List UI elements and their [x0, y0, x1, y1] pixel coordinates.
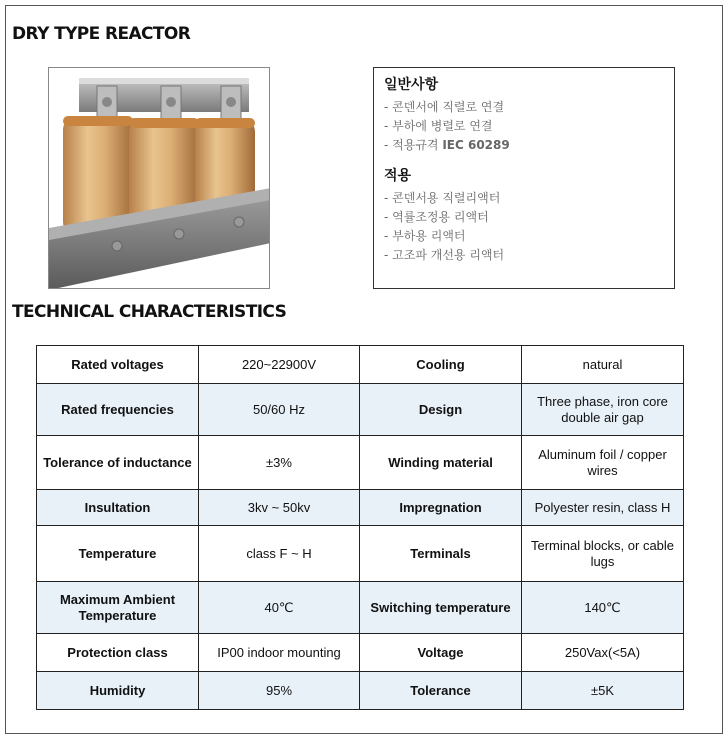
spec-label: Switching temperature [360, 582, 522, 634]
table-row [37, 384, 684, 436]
general-section-title: 일반사항 [384, 77, 439, 93]
application-item: - 고조파 개선용 리액터 [384, 248, 505, 262]
spec-value: 140℃ [522, 582, 684, 634]
spec-label: Voltage [360, 634, 522, 672]
reactor-illustration [49, 68, 270, 289]
spec-value: 95% [199, 672, 360, 710]
general-list [384, 98, 664, 155]
spec-label: Design [360, 384, 522, 436]
table-row [37, 672, 684, 710]
table-row [37, 436, 684, 490]
spec-label: Cooling [360, 346, 522, 384]
tech-section-title: TECHNICAL CHARACTERISTICS [12, 302, 287, 322]
spec-label: Maximum Ambient Temperature [37, 582, 199, 634]
table-row [37, 526, 684, 582]
spec-value: 220~22900V [199, 346, 360, 384]
spec-label: Rated voltages [37, 346, 199, 384]
spec-label: Winding material [360, 436, 522, 490]
spec-value: 3kv ~ 50kv [199, 490, 360, 526]
application-list [384, 189, 664, 265]
spec-label: Tolerance of inductance [37, 436, 199, 490]
spec-label: Terminals [360, 526, 522, 582]
spec-value: Polyester resin, class H [522, 490, 684, 526]
spec-value: Three phase, iron core double air gap [522, 384, 684, 436]
table-row [37, 346, 684, 384]
reactor-photo [48, 67, 270, 289]
application-item: - 콘덴서용 직렬리액터 [384, 191, 501, 205]
spec-label: Humidity [37, 672, 199, 710]
table-row [37, 582, 684, 634]
general-item: - 콘덴서에 직렬로 연결 [384, 100, 505, 114]
spec-value: 250Vax(<5A) [522, 634, 684, 672]
spec-value: Terminal blocks, or cable lugs [522, 526, 684, 582]
spec-label: Temperature [37, 526, 199, 582]
page-title: DRY TYPE REACTOR [12, 24, 191, 44]
spec-label: Protection class [37, 634, 199, 672]
application-item: - 부하용 리액터 [384, 229, 466, 243]
spec-label: Rated frequencies [37, 384, 199, 436]
spec-value: class F ~ H [199, 526, 360, 582]
spec-table [36, 345, 684, 710]
table-row [37, 634, 684, 672]
spec-value: IP00 indoor mounting [199, 634, 360, 672]
spec-value: ±3% [199, 436, 360, 490]
standard-item [384, 136, 664, 155]
table-row [37, 490, 684, 526]
application-item: - 역률조정용 리액터 [384, 210, 489, 224]
spec-value: ±5K [522, 672, 684, 710]
standard-value: IEC 60289 [442, 138, 510, 152]
spec-value: Aluminum foil / copper wires [522, 436, 684, 490]
standard-prefix: - 적용규격 [384, 138, 443, 152]
spec-label: Insultation [37, 490, 199, 526]
spec-label: Impregnation [360, 490, 522, 526]
spec-value: natural [522, 346, 684, 384]
spec-value: 50/60 Hz [199, 384, 360, 436]
general-item: - 부하에 병렬로 연결 [384, 119, 493, 133]
application-section-title: 적용 [384, 168, 412, 184]
spec-label: Tolerance [360, 672, 522, 710]
spec-value: 40℃ [199, 582, 360, 634]
general-info-box [373, 67, 675, 289]
